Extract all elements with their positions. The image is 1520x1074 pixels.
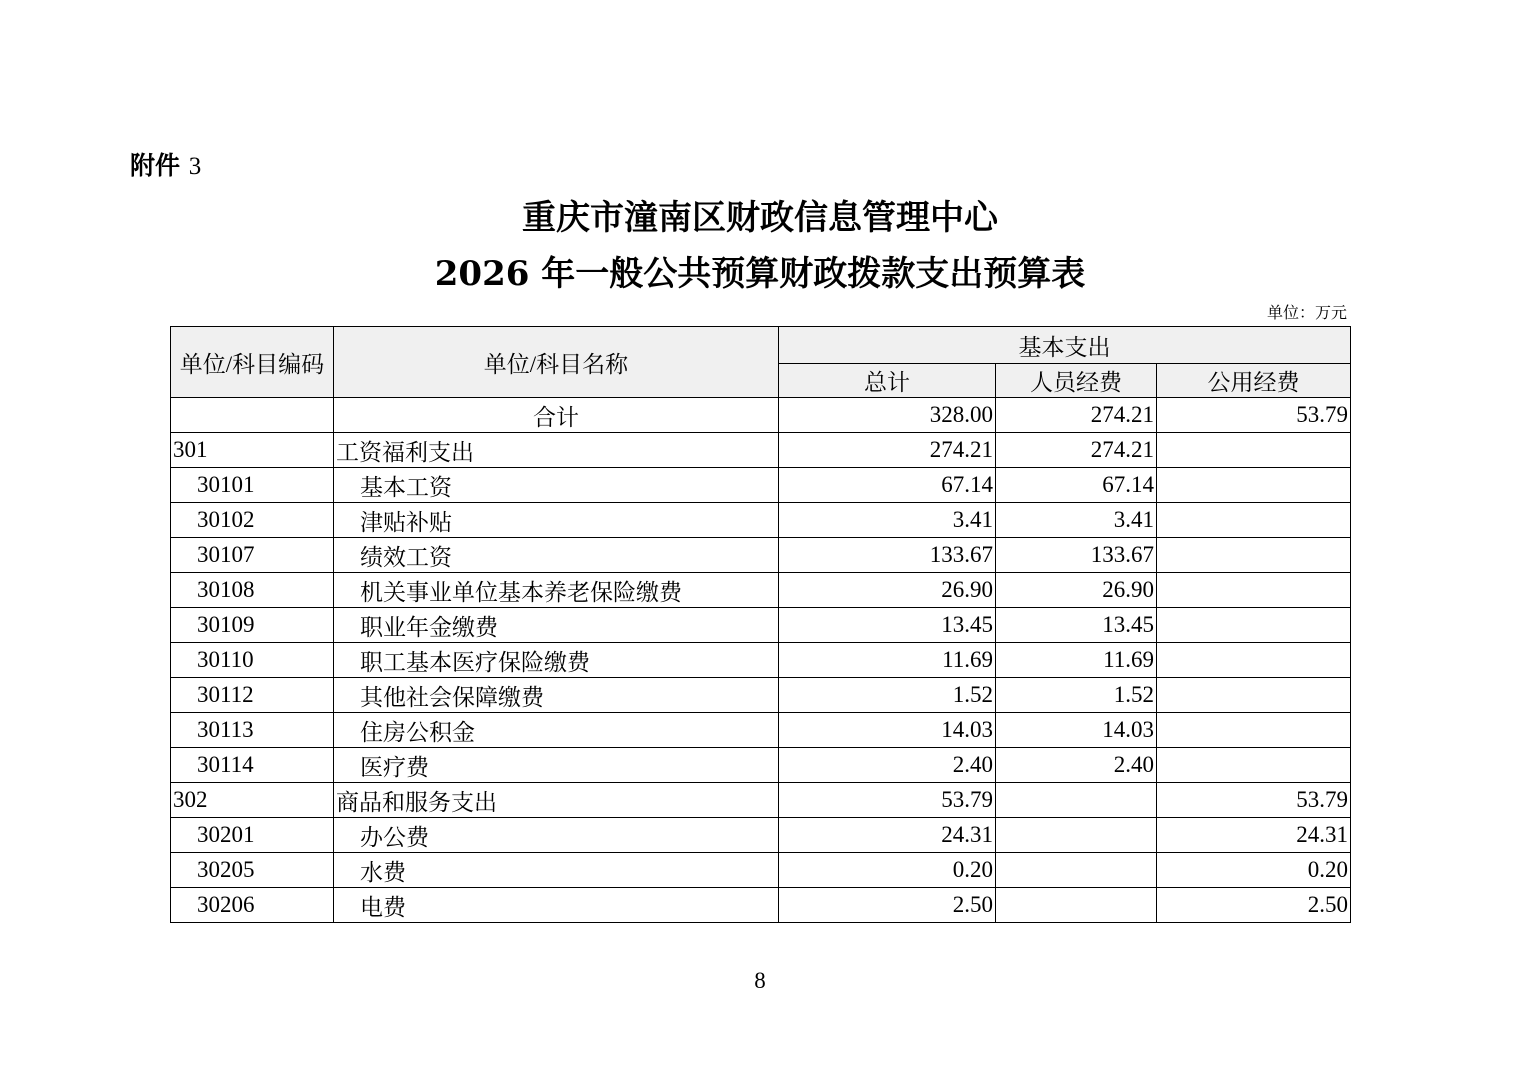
row-total: 3.41 bbox=[779, 503, 996, 538]
row-code: 30109 bbox=[171, 608, 334, 643]
attachment-text: 附件 bbox=[130, 151, 181, 180]
row-code: 30112 bbox=[171, 678, 334, 713]
row-personnel: 2.40 bbox=[996, 748, 1157, 783]
row-name: 办公费 bbox=[334, 818, 779, 853]
row-code: 30113 bbox=[171, 713, 334, 748]
row-public: 53.79 bbox=[1157, 783, 1351, 818]
table-row bbox=[171, 398, 1351, 433]
row-public bbox=[1157, 503, 1351, 538]
row-personnel bbox=[996, 888, 1157, 923]
row-code: 30206 bbox=[171, 888, 334, 923]
row-code bbox=[171, 398, 334, 433]
row-name: 商品和服务支出 bbox=[334, 783, 779, 818]
row-personnel: 14.03 bbox=[996, 713, 1157, 748]
table-row bbox=[171, 643, 1351, 678]
row-name: 医疗费 bbox=[334, 748, 779, 783]
row-code: 30101 bbox=[171, 468, 334, 503]
page-number: 8 bbox=[754, 968, 766, 993]
row-personnel bbox=[996, 853, 1157, 888]
row-total: 11.69 bbox=[779, 643, 996, 678]
row-name: 津贴补贴 bbox=[334, 503, 779, 538]
table-row bbox=[171, 433, 1351, 468]
row-code: 30110 bbox=[171, 643, 334, 678]
row-personnel: 3.41 bbox=[996, 503, 1157, 538]
row-name: 工资福利支出 bbox=[334, 433, 779, 468]
row-personnel bbox=[996, 783, 1157, 818]
row-public bbox=[1157, 713, 1351, 748]
table-row bbox=[171, 468, 1351, 503]
row-name: 住房公积金 bbox=[334, 713, 779, 748]
row-public: 2.50 bbox=[1157, 888, 1351, 923]
row-total: 26.90 bbox=[779, 573, 996, 608]
row-personnel bbox=[996, 818, 1157, 853]
table-row bbox=[171, 538, 1351, 573]
row-name: 电费 bbox=[334, 888, 779, 923]
row-code: 30102 bbox=[171, 503, 334, 538]
row-name: 职业年金缴费 bbox=[334, 608, 779, 643]
row-public bbox=[1157, 573, 1351, 608]
row-total: 13.45 bbox=[779, 608, 996, 643]
row-code: 30205 bbox=[171, 853, 334, 888]
page-title-line1: 重庆市潼南区财政信息管理中心 bbox=[522, 198, 998, 238]
row-personnel: 67.14 bbox=[996, 468, 1157, 503]
row-code: 301 bbox=[171, 433, 334, 468]
table-row bbox=[171, 713, 1351, 748]
row-personnel: 274.21 bbox=[996, 398, 1157, 433]
table-row bbox=[171, 573, 1351, 608]
row-name: 基本工资 bbox=[334, 468, 779, 503]
row-total: 14.03 bbox=[779, 713, 996, 748]
row-code: 30108 bbox=[171, 573, 334, 608]
row-total: 2.40 bbox=[779, 748, 996, 783]
header-personnel: 人员经费 bbox=[996, 364, 1157, 398]
table-row bbox=[171, 888, 1351, 923]
row-personnel: 133.67 bbox=[996, 538, 1157, 573]
row-total: 67.14 bbox=[779, 468, 996, 503]
row-personnel: 274.21 bbox=[996, 433, 1157, 468]
row-total: 274.21 bbox=[779, 433, 996, 468]
row-code: 30114 bbox=[171, 748, 334, 783]
row-code: 30107 bbox=[171, 538, 334, 573]
row-personnel: 26.90 bbox=[996, 573, 1157, 608]
row-total: 2.50 bbox=[779, 888, 996, 923]
header-total: 总计 bbox=[779, 364, 996, 398]
row-name: 合计 bbox=[334, 398, 779, 433]
unit-label: 单位：万元 bbox=[1266, 305, 1347, 322]
row-total: 0.20 bbox=[779, 853, 996, 888]
row-name: 职工基本医疗保险缴费 bbox=[334, 643, 779, 678]
row-public bbox=[1157, 678, 1351, 713]
attachment-label bbox=[130, 146, 201, 182]
table-row bbox=[171, 853, 1351, 888]
row-public bbox=[1157, 468, 1351, 503]
row-public bbox=[1157, 748, 1351, 783]
row-total: 53.79 bbox=[779, 783, 996, 818]
row-public: 0.20 bbox=[1157, 853, 1351, 888]
row-name: 水费 bbox=[334, 853, 779, 888]
row-personnel: 13.45 bbox=[996, 608, 1157, 643]
header-name: 单位/科目名称 bbox=[334, 327, 779, 398]
row-total: 24.31 bbox=[779, 818, 996, 853]
row-public bbox=[1157, 608, 1351, 643]
header-code: 单位/科目编码 bbox=[171, 327, 334, 398]
row-total: 1.52 bbox=[779, 678, 996, 713]
table-row bbox=[171, 748, 1351, 783]
row-public bbox=[1157, 643, 1351, 678]
row-personnel: 11.69 bbox=[996, 643, 1157, 678]
table-row bbox=[171, 678, 1351, 713]
row-public bbox=[1157, 433, 1351, 468]
row-name: 绩效工资 bbox=[334, 538, 779, 573]
row-total: 328.00 bbox=[779, 398, 996, 433]
header-basic-expenditure: 基本支出 bbox=[779, 327, 1351, 364]
row-name: 机关事业单位基本养老保险缴费 bbox=[334, 573, 779, 608]
row-total: 133.67 bbox=[779, 538, 996, 573]
header-public: 公用经费 bbox=[1157, 364, 1351, 398]
row-name: 其他社会保障缴费 bbox=[334, 678, 779, 713]
row-code: 302 bbox=[171, 783, 334, 818]
row-public: 53.79 bbox=[1157, 398, 1351, 433]
row-public bbox=[1157, 538, 1351, 573]
page-title-line2: 2026 年一般公共预算财政拨款支出预算表 bbox=[434, 254, 1086, 294]
table-row bbox=[171, 783, 1351, 818]
row-public: 24.31 bbox=[1157, 818, 1351, 853]
row-personnel: 1.52 bbox=[996, 678, 1157, 713]
table-body bbox=[171, 398, 1351, 923]
table-row bbox=[171, 818, 1351, 853]
table-row bbox=[171, 503, 1351, 538]
budget-table bbox=[170, 326, 1351, 923]
table-row bbox=[171, 608, 1351, 643]
attachment-number: 3 bbox=[188, 153, 202, 180]
row-code: 30201 bbox=[171, 818, 334, 853]
